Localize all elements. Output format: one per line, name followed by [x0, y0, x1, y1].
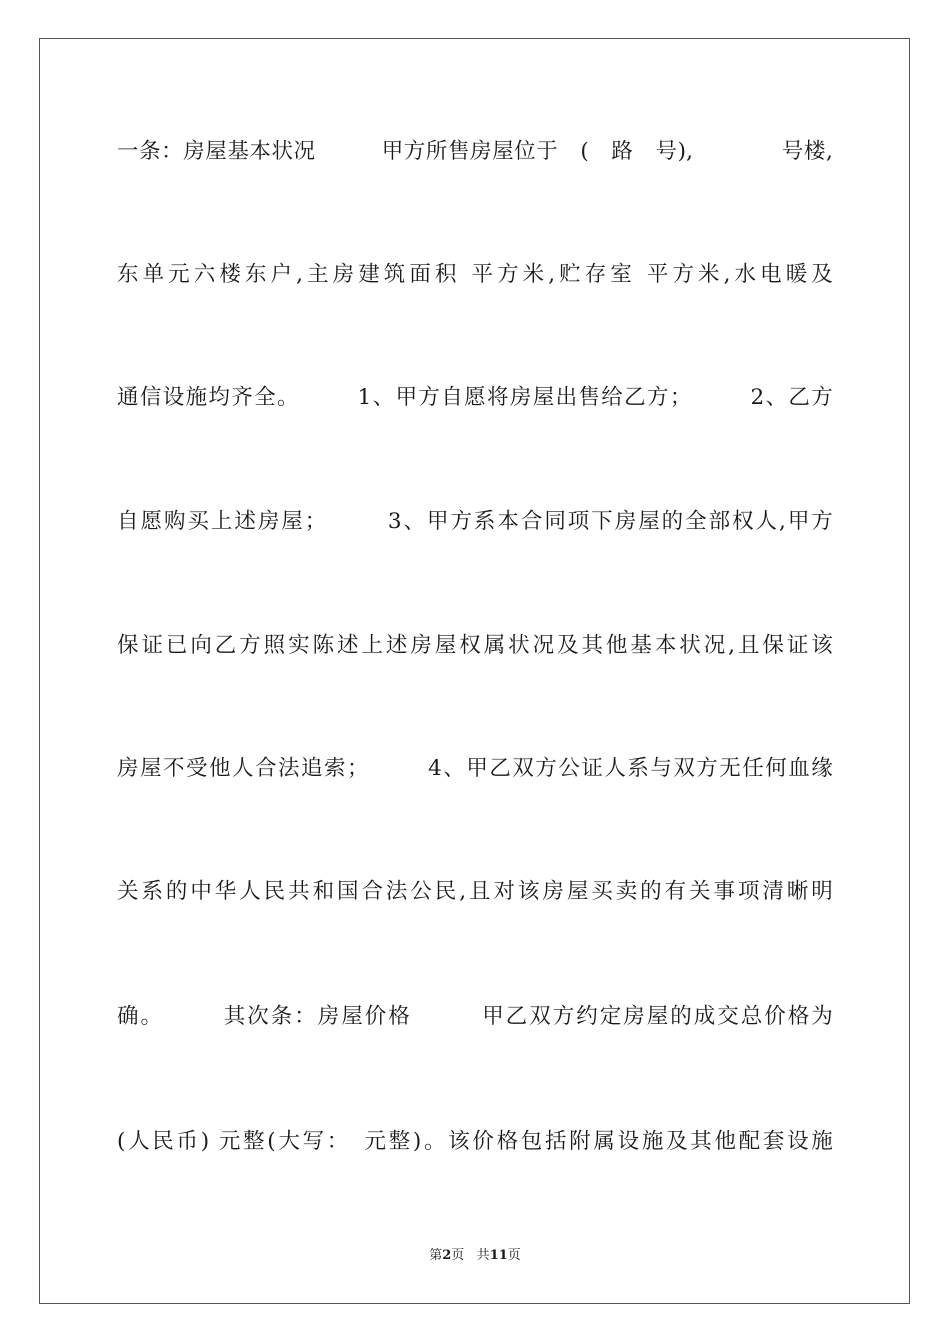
text-line-3: 通信设施均齐全。 1、甲方自愿将房屋出售给乙方； 2、乙方: [117, 385, 833, 410]
text-line-1: 一条：房屋基本状况 甲方所售房屋位于 ( 路 号), 号楼,: [117, 139, 833, 164]
text-line-5: 保证已向乙方照实陈述上述房屋权属状况及其他基本状况,且保证该: [117, 633, 833, 658]
text-line-9: (人民币) 元整(大写： 元整)。该价格包括附属设施及其他配套设施: [117, 1129, 833, 1154]
page-footer: [0, 1247, 950, 1265]
page-border: [39, 38, 910, 1304]
current-page-number: 2: [442, 1248, 452, 1263]
text-line-7: 关系的中华人民共和国合法公民,且对该房屋买卖的有关事项清晰明: [117, 879, 833, 904]
page-suffix: 页: [451, 1248, 465, 1263]
page-prefix: 第: [429, 1248, 443, 1263]
total-pages-number: 11: [489, 1248, 508, 1263]
total-prefix: 共: [476, 1248, 490, 1263]
text-line-8: 确。 其次条：房屋价格 甲乙双方约定房屋的成交总价格为: [117, 1004, 833, 1029]
text-line-4: 自愿购买上述房屋； 3、甲方系本合同项下房屋的全部权人,甲方: [117, 509, 833, 534]
total-suffix: 页: [507, 1248, 521, 1263]
text-line-6: 房屋不受他人合法追索； 4、甲乙双方公证人系与双方无任何血缘: [117, 756, 833, 781]
text-line-2: 东单元六楼东户,主房建筑面积 平方米,贮存室 平方米,水电暖及: [117, 262, 833, 287]
